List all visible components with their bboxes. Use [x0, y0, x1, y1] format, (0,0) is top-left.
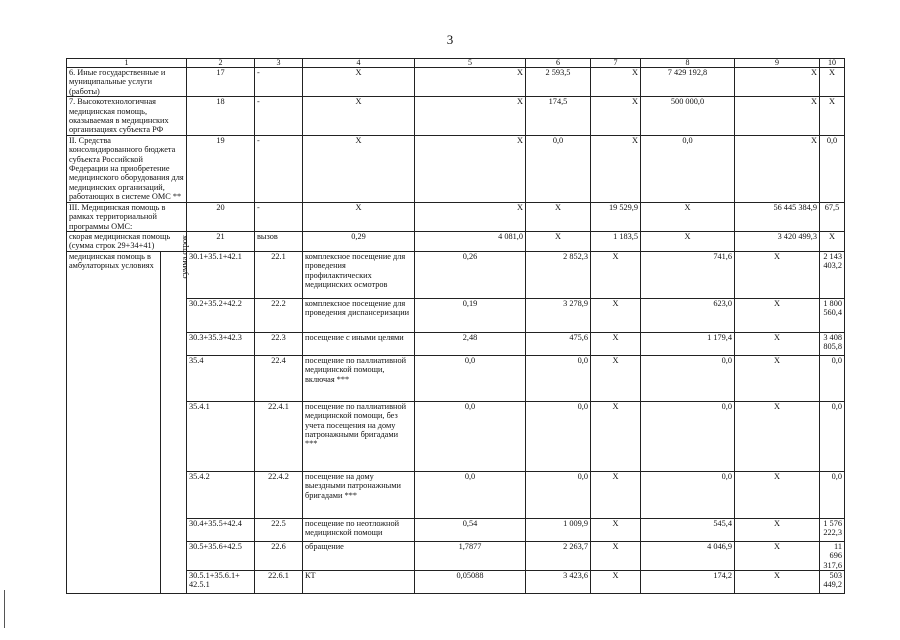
value-cell: 2 593,5: [526, 68, 591, 97]
value-cell: X: [591, 251, 641, 298]
value-cell: 0,0: [415, 355, 526, 401]
page-number: 3: [446, 32, 454, 47]
unit-cell: посещение по паллиативной медицинской помощи, без учета посещения на дому патронажными бригадами ***: [303, 401, 415, 471]
value-cell: X: [591, 541, 641, 570]
value-cell: 3 408 805,8: [820, 332, 845, 355]
unit-cell: -: [255, 202, 303, 231]
value-cell: 1 179,4: [641, 332, 735, 355]
row-number: 22.4: [255, 355, 303, 401]
row-number: 22.1: [255, 251, 303, 298]
value-cell: 1 576 222,3: [820, 518, 845, 541]
value-cell: 545,4: [641, 518, 735, 541]
value-cell: 475,6: [526, 332, 591, 355]
column-header: 7: [591, 59, 641, 68]
row-number: 22.5: [255, 518, 303, 541]
sum-formula: 30.3+35.3+42.3: [187, 332, 255, 355]
table-row: [67, 251, 845, 298]
value-cell: X: [415, 97, 526, 136]
row-number: 19: [187, 135, 255, 202]
value-cell: 7 429 192,8: [641, 68, 735, 97]
margin-line: [4, 590, 5, 628]
value-cell: 0,0: [415, 401, 526, 471]
value-cell: 19 529,9: [591, 202, 641, 231]
value-cell: X: [591, 355, 641, 401]
value-cell: 0,0: [641, 401, 735, 471]
column-header: 8: [641, 59, 735, 68]
value-cell: X: [591, 68, 641, 97]
value-cell: 0,05088: [415, 570, 526, 593]
row-number: 22.4.1: [255, 401, 303, 471]
row-number: 22.6: [255, 541, 303, 570]
value-cell: 2 263,7: [526, 541, 591, 570]
value-cell: 2 852,3: [526, 251, 591, 298]
unit-cell: обращение: [303, 541, 415, 570]
value-cell: 56 445 384,9: [735, 202, 820, 231]
row-title: III. Медицинская помощь в рамках территориальной программы ОМС:: [67, 202, 187, 231]
value-cell: 0,26: [415, 251, 526, 298]
column-header: 3: [255, 59, 303, 68]
value-cell: 0,0: [526, 471, 591, 518]
value-cell: X: [591, 401, 641, 471]
value-cell: X: [735, 541, 820, 570]
row-title: 7. Высокотехнологичная медицинская помощь, оказываемая в медицинских организациях субъекта РФ: [67, 97, 187, 136]
value-cell: X: [303, 97, 415, 136]
value-cell: 0,0: [415, 471, 526, 518]
value-cell: 1,7877: [415, 541, 526, 570]
unit-cell: -: [255, 97, 303, 136]
value-cell: X: [735, 518, 820, 541]
value-cell: 174,5: [526, 97, 591, 136]
value-cell: 0,0: [526, 401, 591, 471]
column-header: 9: [735, 59, 820, 68]
unit-cell: посещение по паллиативной медицинской помощи, включая ***: [303, 355, 415, 401]
row-number: 22.4.2: [255, 471, 303, 518]
sum-formula: 35.4.1: [187, 401, 255, 471]
value-cell: X: [820, 231, 845, 251]
value-cell: 0,0: [641, 135, 735, 202]
column-header: 6: [526, 59, 591, 68]
value-cell: 1 800 560,4: [820, 298, 845, 332]
unit-cell: посещение по неотложной медицинской помощи: [303, 518, 415, 541]
sum-formula: 30.5.1+35.6.1+ 42.5.1: [187, 570, 255, 593]
row-number: 22.6.1: [255, 570, 303, 593]
value-cell: 4 081,0: [415, 231, 526, 251]
column-header: 10: [820, 59, 845, 68]
table-row: [67, 202, 845, 231]
value-cell: X: [735, 570, 820, 593]
row-number: 18: [187, 97, 255, 136]
unit-cell: вызов: [255, 231, 303, 251]
value-cell: 2,48: [415, 332, 526, 355]
value-cell: X: [591, 298, 641, 332]
value-cell: X: [591, 518, 641, 541]
value-cell: 67,5: [820, 202, 845, 231]
value-cell: 503 449,2: [820, 570, 845, 593]
value-cell: X: [735, 332, 820, 355]
tariff-table: [66, 58, 845, 594]
sum-formula: 30.4+35.5+42.4: [187, 518, 255, 541]
column-header: 5: [415, 59, 526, 68]
value-cell: 623,0: [641, 298, 735, 332]
value-cell: X: [820, 68, 845, 97]
value-cell: X: [591, 97, 641, 136]
column-header: 1: [67, 59, 187, 68]
row-number: 21: [187, 231, 255, 251]
value-cell: X: [735, 251, 820, 298]
value-cell: X: [735, 298, 820, 332]
column-header: 2: [187, 59, 255, 68]
row-number: 20: [187, 202, 255, 231]
value-cell: X: [591, 570, 641, 593]
value-cell: X: [641, 202, 735, 231]
value-cell: 0,29: [303, 231, 415, 251]
value-cell: X: [735, 401, 820, 471]
value-cell: X: [526, 231, 591, 251]
value-cell: X: [591, 332, 641, 355]
value-cell: 1 183,5: [591, 231, 641, 251]
value-cell: X: [303, 68, 415, 97]
table-row: [67, 135, 845, 202]
sum-rows-text: сумма строк: [180, 234, 190, 279]
value-cell: X: [303, 135, 415, 202]
row-title: 6. Иные государственные и муниципальные услуги (работы): [67, 68, 187, 97]
value-cell: X: [415, 202, 526, 231]
row-number: 17: [187, 68, 255, 97]
row-number: 22.2: [255, 298, 303, 332]
value-cell: 0,0: [820, 135, 845, 202]
value-cell: 0,0: [526, 135, 591, 202]
value-cell: 2 143 403,2: [820, 251, 845, 298]
unit-cell: -: [255, 135, 303, 202]
sum-rows-label: [161, 234, 190, 593]
unit-cell: посещение на дому выездными патронажными бригадами ***: [303, 471, 415, 518]
sum-formula: 35.4: [187, 355, 255, 401]
sum-formula: 30.2+35.2+42.2: [187, 298, 255, 332]
value-cell: X: [735, 355, 820, 401]
value-cell: X: [591, 471, 641, 518]
value-cell: X: [735, 97, 820, 136]
value-cell: 0,0: [641, 471, 735, 518]
unit-cell: комплексное посещение для проведения профилактических медицинских осмотров: [303, 251, 415, 298]
header-row: [67, 59, 845, 68]
value-cell: 3 423,6: [526, 570, 591, 593]
value-cell: X: [735, 68, 820, 97]
value-cell: X: [415, 68, 526, 97]
ambulatory-label: медицинская помощь в амбулаторных условиях: [67, 251, 161, 593]
sum-formula: 30.1+35.1+42.1: [187, 251, 255, 298]
value-cell: 0,0: [820, 471, 845, 518]
row-number: 22.3: [255, 332, 303, 355]
value-cell: X: [735, 471, 820, 518]
value-cell: 4 046,9: [641, 541, 735, 570]
unit-cell: комплексное посещение для проведения диспансеризации: [303, 298, 415, 332]
unit-cell: -: [255, 68, 303, 97]
value-cell: 0,0: [641, 355, 735, 401]
row-title: II. Средства консолидированного бюджета субъекта Российской Федерации на приобретение медицинского оборудования для медицинских организаций, работающих в системе ОМС **: [67, 135, 187, 202]
value-cell: X: [735, 135, 820, 202]
value-cell: 0,0: [820, 355, 845, 401]
unit-cell: посещение с иными целями: [303, 332, 415, 355]
table-row: [67, 68, 845, 97]
value-cell: X: [415, 135, 526, 202]
sum-formula: 35.4.2: [187, 471, 255, 518]
value-cell: X: [591, 135, 641, 202]
value-cell: 0,54: [415, 518, 526, 541]
table-row: [67, 97, 845, 136]
column-header: 4: [303, 59, 415, 68]
value-cell: 1 009,9: [526, 518, 591, 541]
value-cell: 3 420 499,3: [735, 231, 820, 251]
value-cell: 500 000,0: [641, 97, 735, 136]
value-cell: X: [820, 97, 845, 136]
sum-formula: 30.5+35.6+42.5: [187, 541, 255, 570]
value-cell: 11 696 317,6: [820, 541, 845, 570]
value-cell: X: [303, 202, 415, 231]
value-cell: X: [641, 231, 735, 251]
row-title: скорая медицинская помощь (сумма строк 29+34+41): [67, 231, 187, 251]
value-cell: 0,0: [526, 355, 591, 401]
value-cell: 0,0: [820, 401, 845, 471]
value-cell: X: [526, 202, 591, 231]
value-cell: 0,19: [415, 298, 526, 332]
unit-cell: КТ: [303, 570, 415, 593]
value-cell: 741,6: [641, 251, 735, 298]
value-cell: 3 278,9: [526, 298, 591, 332]
value-cell: 174,2: [641, 570, 735, 593]
